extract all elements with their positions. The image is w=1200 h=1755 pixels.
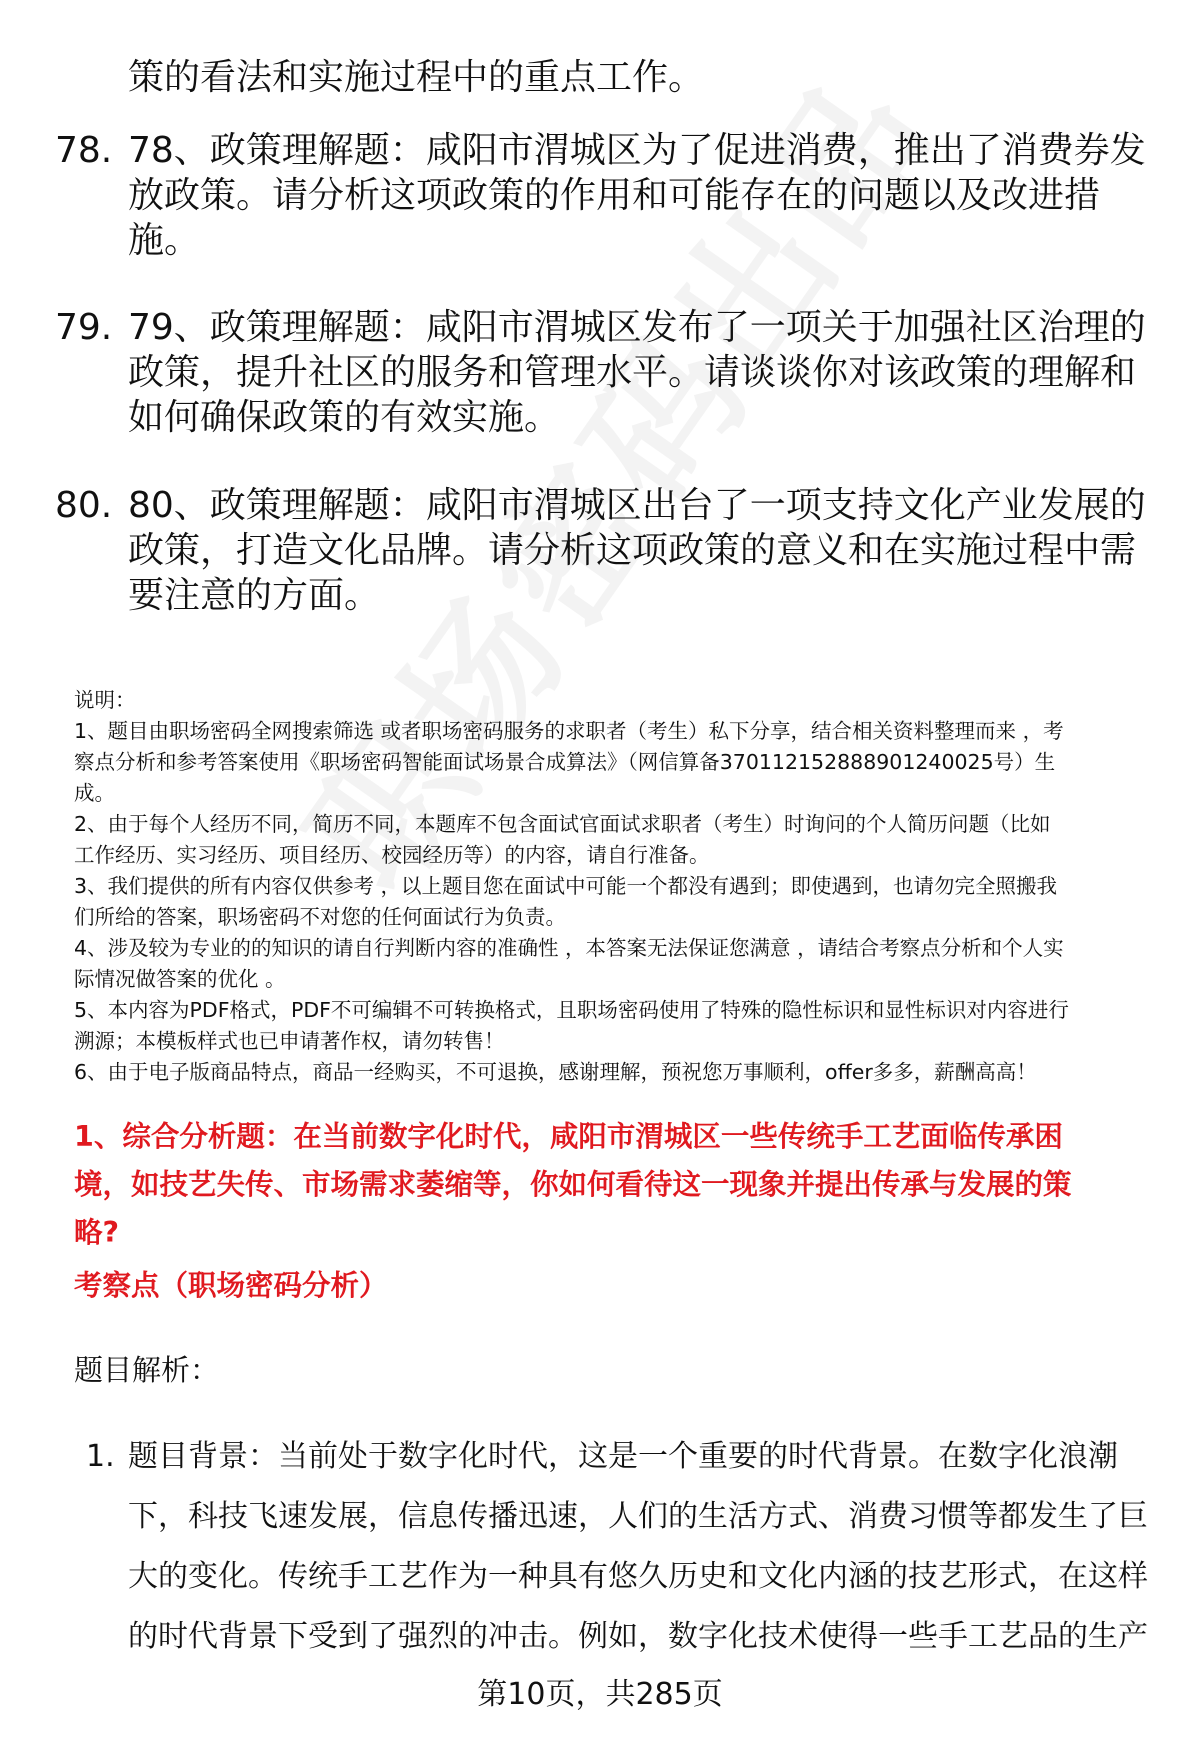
question-80-line: 要注意的方面。 bbox=[128, 575, 381, 616]
section-title bbox=[74, 1113, 1164, 1257]
notes-heading: 说明： bbox=[74, 688, 136, 712]
question-78-line: 78、政策理解题：咸阳市渭城区为了促进消费，推出了消费券发 bbox=[128, 130, 1146, 171]
note-line: 察点分析和参考答案使用《职场密码智能面试场景合成算法》（网信算备370112152888901240025号）生 bbox=[74, 750, 1056, 774]
question-79-line: 政策，提升社区的服务和管理水平。请谈谈你对该政策的理解和 bbox=[128, 352, 1137, 393]
note-line: 2、由于每个人经历不同，简历不同，本题库不包含面试官面试求职者（考生）时询问的个人简历问题（比如 bbox=[74, 812, 1051, 836]
paragraph-line: 的时代背景下受到了强烈的冲击。例如，数字化技术使得一些手工艺品的生产 bbox=[128, 1619, 1148, 1654]
notes-block bbox=[74, 685, 1164, 1088]
note-line: 5、本内容为PDF格式，PDF不可编辑不可转换格式，且职场密码使用了特殊的隐性标识和显性标识对内容进行 bbox=[74, 998, 1069, 1022]
question-78-number: 78. bbox=[55, 130, 113, 171]
note-line: 成。 bbox=[74, 781, 115, 805]
question-80-line: 80、政策理解题：咸阳市渭城区出台了一项支持文化产业发展的 bbox=[128, 485, 1146, 526]
note-line: 工作经历、实习经历、项目经历、校园经历等）的内容，请自行准备。 bbox=[74, 843, 710, 867]
note-line: 6、由于电子版商品特点，商品一经购买，不可退换，感谢理解，预祝您万事顺利，offer多多，薪酬高高！ bbox=[74, 1060, 1037, 1084]
question-77-tail: 策的看法和实施过程中的重点工作。 bbox=[128, 57, 705, 98]
note-line: 际情况做答案的优化 。 bbox=[74, 967, 286, 991]
analysis-label: 题目解析： bbox=[74, 1353, 220, 1387]
note-line: 们所给的答案，职场密码不对您的任何面试行为负责。 bbox=[74, 905, 566, 929]
paragraph-line: 下，科技飞速发展，信息传播迅速，人们的生活方式、消费习惯等都发生了巨 bbox=[128, 1499, 1148, 1534]
note-line: 1、题目由职场密码全网搜索筛选 或者职场密码服务的求职者（考生）私下分享，结合相关资料整理而来 ，考 bbox=[74, 719, 1064, 743]
page-footer: 第10页，共285页 bbox=[477, 1677, 723, 1712]
section-title-line: 境，如技艺失传、市场需求萎缩等，你如何看待这一现象并提出传承与发展的策 bbox=[74, 1168, 1072, 1201]
section-subtitle: 考察点（职场密码分析） bbox=[74, 1269, 388, 1302]
question-78-line: 施。 bbox=[128, 220, 201, 261]
list-item-paragraph bbox=[128, 1437, 1168, 1677]
question-79-line: 如何确保政策的有效实施。 bbox=[128, 397, 561, 438]
paragraph-line: 大的变化。传统手工艺作为一种具有悠久历史和文化内涵的技艺形式，在这样 bbox=[128, 1559, 1148, 1594]
note-line: 溯源；本模板样式也已申请著作权，请勿转售！ bbox=[74, 1029, 505, 1053]
question-78-line: 放政策。请分析这项政策的作用和可能存在的问题以及改进措 bbox=[128, 175, 1101, 216]
paragraph-line: 题目背景：当前处于数字化时代，这是一个重要的时代背景。在数字化浪潮 bbox=[128, 1439, 1118, 1474]
section-title-line: 略? bbox=[74, 1216, 120, 1249]
question-80-number: 80. bbox=[55, 485, 113, 526]
note-line: 3、我们提供的所有内容仅供参考 ，以上题目您在面试中可能一个都没有遇到；即使遇到，也请勿完全照搬我 bbox=[74, 874, 1058, 898]
list-item-number: 1. bbox=[86, 1439, 115, 1474]
section-title-line: 1、综合分析题：在当前数字化时代，咸阳市渭城区一些传统手工艺面临传承困 bbox=[74, 1120, 1063, 1153]
note-line: 4、涉及较为专业的的知识的请自行判断内容的准确性 ，本答案无法保证您满意 ，请结合考察点分析和个人实 bbox=[74, 936, 1064, 960]
question-79-line: 79、政策理解题：咸阳市渭城区发布了一项关于加强社区治理的 bbox=[128, 307, 1146, 348]
question-80-line: 政策，打造文化品牌。请分析这项政策的意义和在实施过程中需 bbox=[128, 530, 1137, 571]
question-79-number: 79. bbox=[55, 307, 113, 348]
